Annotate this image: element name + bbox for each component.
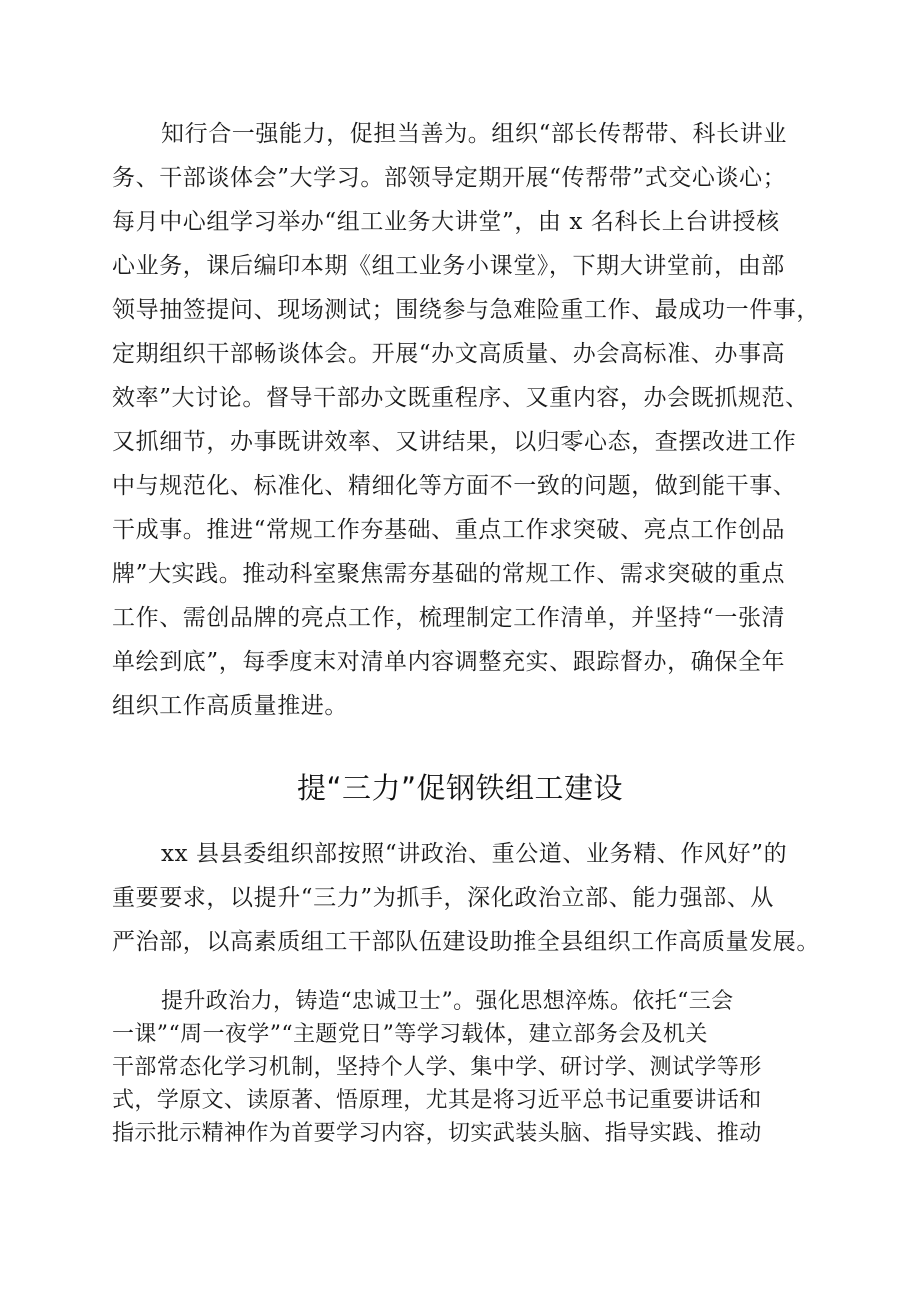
paragraph-line: 中与规范化、标准化、精细化等方面不一致的问题，做到能干事、 [112, 473, 797, 499]
paragraph-line: 工作、需创品牌的亮点工作，梳理制定工作清单，并坚持“一张清 [112, 605, 786, 631]
paragraph-line: 又抓细节，办事既讲效率、又讲结果，以归零心态，查摆改进工作 [112, 429, 797, 455]
paragraph-line: 每月中心组学习举办“组工业务大讲堂”，由 x 名科长上台讲授核 [112, 209, 780, 235]
paragraph-line: 牌”大实践。推动科室聚焦需夯基础的常规工作、需求突破的重点 [112, 561, 786, 587]
paragraph-line: 重要要求，以提升“三力”为抓手，深化政治立部、能力强部、从 [112, 885, 774, 911]
section-heading: 提“三力”促钢铁组工建设 [296, 771, 624, 805]
paragraph-line: 干成事。推进“常规工作夯基础、重点工作求突破、亮点工作创品 [112, 517, 786, 543]
paragraph-line: 务、干部谈体会”大学习。部领导定期开展“传帮带”式交心谈心； [112, 165, 787, 191]
paragraph-line: 定期组织干部畅谈体会。开展“办文高质量、办会高标准、办事高 [112, 341, 786, 367]
paragraph-line: 一课”“周一夜学”“主题党日”等学习载体，建立部务会及机关 [112, 1022, 708, 1047]
paragraph-line: 效率”大讨论。督导干部办文既重程序、又重内容，办会既抓规范、 [112, 385, 809, 411]
paragraph-line: 心业务，课后编印本期《组工业务小课堂》，下期大讲堂前，由部 [112, 253, 785, 279]
paragraph-line: 组织工作高质量推进。 [112, 693, 348, 719]
paragraph-line: 领导抽签提问、现场测试；围绕参与急难险重工作、最成功一件事， [112, 297, 820, 323]
paragraph-line: 干部常态化学习机制，坚持个人学、集中学、研讨学、测试学等形 [112, 1055, 762, 1080]
paragraph-line: 式，学原文、读原著、悟原理，尤其是将习近平总书记重要讲话和 [112, 1088, 762, 1113]
paragraph-line: 指示批示精神作为首要学习内容，切实武装头脑、指导实践、推动 [112, 1121, 762, 1146]
paragraph-line: 提升政治力，铸造“忠诚卫士”。强化思想淬炼。依托“三会 [161, 989, 734, 1014]
paragraph-line: 单绘到底”，每季度末对清单内容调整充实、跟踪督办，确保全年 [112, 649, 786, 675]
paragraph-line: xx 县县委组织部按照“讲政治、重公道、业务精、作风好”的 [161, 841, 788, 867]
paragraph-line: 知行合一强能力，促担当善为。组织“部长传帮带、科长讲业 [161, 121, 787, 147]
paragraph-line: 严治部，以高素质组工干部队伍建设助推全县组织工作高质量发展。 [112, 929, 820, 955]
